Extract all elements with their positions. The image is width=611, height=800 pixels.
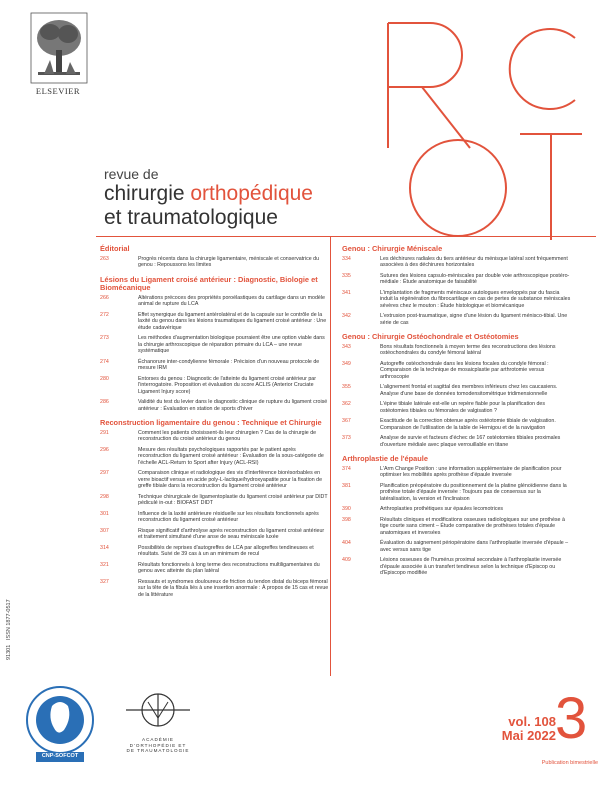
- header-divider: [96, 236, 596, 237]
- entry-title: Bons résultats fonctionnels à moyen terme des reconstructions des lésions ostéochondrales du condyle fémoral latéral: [380, 343, 556, 357]
- toc-entry[interactable]: [100, 528, 330, 541]
- entry-page-number: 280: [100, 375, 109, 382]
- entry-title: Échanorure inter-condylienne fémorale : Précision d'un nouveau protocole de mesure IRM: [138, 358, 320, 372]
- toc-entry[interactable]: [100, 359, 330, 372]
- entry-title: Effet synergique du ligament antérolatéral et de la capsule sur le contrôle de la laxité du genou dans les lésions traumatiques du ligament croisé antérieur : Une étude cadavérique: [138, 311, 327, 331]
- publication-frequency: Publication bimestrielle: [541, 760, 598, 766]
- entry-page-number: 367: [342, 418, 351, 425]
- toc-entry[interactable]: [342, 361, 572, 381]
- entry-title: Les déchirures radiales du tiers antérieur du ménisque latéral sont fréquemment associées à des déchirures horizontales: [380, 255, 568, 269]
- entry-page-number: 362: [342, 401, 351, 408]
- entry-page-number: 296: [100, 446, 109, 453]
- entry-title: L'épine tibiale latérale est-elle un repère fiable pour la planification des ostéotomies tibiales ou fémorales de valgisation ?: [380, 401, 546, 414]
- entry-page-number: 298: [100, 493, 109, 500]
- sofcot-label: CNP-SOFCOT: [41, 753, 79, 759]
- column-divider: [330, 236, 331, 676]
- entry-page-number: 286: [100, 399, 109, 406]
- toc-entry[interactable]: [100, 511, 330, 524]
- entry-title: Comparaison clinique et radiologique des vis d'interférence biorésorbables en verre bioactif versus en acide poly-L-lactique/hydroxyapatite pour la fixation de greffe tibiale dans la reconstruction du ligament croisé antérieur: [138, 470, 323, 490]
- section-spacer: [100, 602, 330, 605]
- entry-title: Ressauts et syndromes douloureux de friction du tendon distal du biceps fémoral sur la tête de la fibula liés à une insertion anormale : À propos de 15 cas et revue de la littérature: [138, 578, 329, 598]
- entry-title: Entorses du genou : Diagnostic de l'atteinte du ligament croisé antérieur par l'interrogatoire. Proposition et évaluation du score ACLIS (Anterior Cruciate Ligament Injury score): [138, 375, 316, 395]
- toc-right-column: [342, 245, 572, 584]
- sofcot-logo: [22, 684, 98, 764]
- entry-page-number: 307: [100, 527, 109, 534]
- entry-title: L'extrusion post-traumatique, signe d'une lésion du ligament ménisco-tibial. Une série de cas: [380, 313, 568, 326]
- toc-entry[interactable]: [100, 545, 330, 558]
- toc-entry[interactable]: [342, 273, 572, 286]
- entry-title: Résultats fonctionnels à long terme des reconstructions multiligamentaires du genou avec atteinte du plan latéral: [138, 561, 320, 575]
- entry-page-number: 291: [100, 429, 109, 436]
- toc-entry[interactable]: [100, 399, 330, 412]
- entry-title: Exactitude de la correction obtenue après ostéotomie tibiale de valgisation. Comparaison de l'utilisation de la table de Hernigou et de la navigation: [380, 418, 556, 431]
- section-title: Arthroplastie de l'épaule: [342, 454, 428, 464]
- section-title: Éditorial: [100, 244, 130, 253]
- elsevier-tree-logo: [30, 12, 88, 84]
- entry-title: Validité du test du levier dans le diagnostic clinique de rupture du ligament croisé antérieur : Évaluation en station de sports d'hiver: [138, 399, 328, 412]
- toc-entry[interactable]: [100, 579, 330, 599]
- toc-entry[interactable]: [342, 540, 572, 553]
- entry-page-number: 301: [100, 510, 109, 517]
- barcode-number: 91301: [6, 644, 12, 660]
- entry-page-number: 349: [342, 360, 351, 367]
- toc-entry[interactable]: [100, 470, 330, 490]
- entry-title: Mesure des résultats psychologiques rapportés par le patient après reconstruction du ligament croisé antérieur : Évaluation de la sous-catégorie de l'échelle ACL-Return to Sport after Injury (ACL-RSI): [138, 446, 324, 466]
- journal-title-line3: et traumatologique: [104, 206, 278, 229]
- entry-page-number: 355: [342, 384, 351, 391]
- entry-page-number: 373: [342, 435, 351, 442]
- entry-title: L'Arm Change Position : une information supplémentaire de planification pour optimiser les mobilités après prothèse d'épaule inversée: [380, 465, 562, 479]
- issn-label: ISSN 1877-0517: [6, 599, 12, 640]
- toc-entry[interactable]: [342, 506, 572, 513]
- academie-line-1: ACADÉMIE: [142, 737, 174, 742]
- issue-number: 3: [555, 686, 588, 751]
- toc-entry[interactable]: [342, 435, 572, 448]
- entry-title: Analyse de survie et facteurs d'échec de 167 ostéotomies tibiales proximales d'ouverture médiale avec plaque verrouillable en titane: [380, 435, 561, 448]
- toc-entry[interactable]: [100, 447, 330, 467]
- toc-entry[interactable]: [100, 562, 330, 575]
- journal-title-line2: chirurgie orthopédique: [104, 182, 313, 205]
- toc-entry[interactable]: [342, 418, 572, 431]
- toc-entry[interactable]: [100, 312, 330, 332]
- toc-entry[interactable]: [342, 557, 572, 577]
- entry-title: Technique chirurgicale de ligamentoplastie du ligament croisé antérieur par DIDT pédiculé in-out : BIOFAST DIDT: [138, 493, 328, 507]
- section-spacer: [342, 581, 572, 584]
- entry-title: Évaluation du saignement périopératoire dans l'arthroplastie inversée d'épaule – avec versus sans tige: [380, 540, 569, 553]
- entry-page-number: 381: [342, 482, 351, 489]
- section-title: Reconstruction ligamentaire du genou : Technique et Chirurgie: [100, 418, 322, 428]
- toc-entry[interactable]: [100, 494, 330, 507]
- entry-page-number: 343: [342, 343, 351, 350]
- entry-title: Progrès récents dans la chirurgie ligamentaire, méniscale et conservatrice du genou : Repoussons les limites: [138, 255, 320, 269]
- entry-page-number: 314: [100, 544, 109, 551]
- entry-page-number: 272: [100, 311, 109, 318]
- entry-title: Risque significatif d'arthrolyse après reconstruction du ligament croisé antérieur et traitement simultané d'une anse de seau méniscale luxée: [138, 527, 325, 541]
- toc-entry[interactable]: [342, 344, 572, 357]
- entry-title: Comment les patients choisissent-ils leur chirurgien ? Cas de la chirurgie de reconstruction du croisé antérieur du genou: [138, 429, 317, 443]
- rcot-journal-logo: [360, 8, 595, 248]
- toc-entry[interactable]: [342, 313, 572, 326]
- entry-title: L'alignement frontal et sagittal des membres inférieurs chez les caucasiens. Analyse d'une base de données tomodensitométrique tridimensionnelle: [380, 384, 558, 397]
- entry-page-number: 404: [342, 540, 351, 547]
- section-title: Lésions du Ligament croisé antérieur : Diagnostic, Biologie et Biomécanique: [100, 274, 318, 293]
- entry-page-number: 327: [100, 578, 109, 585]
- entry-title: Possibilités de reprises d'autogreffes de LCA par allogreffes tendineuses et résultats. Suivi de 39 cas à un an minimum de recul: [138, 544, 314, 558]
- section-title: Genou : Chirurgie Ostéochondrale et Ostéotomies: [342, 332, 519, 342]
- volume-number: vol. 108: [508, 714, 556, 729]
- entry-title: Autogreffe ostéochondrale dans les lésions focales du condyle fémoral : Comparaison de la technique de mosaicplastie par arthrotomie versus arthroscopie: [380, 360, 549, 380]
- entry-title: Résultats cliniques et modifications osseuses radiologiques sur une prothèse à tige courte sans ciment – Étude comparative de prothèses totales d'épaule anatomiques et inversées: [380, 516, 565, 536]
- toc-entry[interactable]: [100, 430, 330, 443]
- section-title: Genou : Chirurgie Méniscale: [342, 244, 443, 253]
- academie-emblem-icon: [118, 688, 198, 732]
- entry-page-number: 266: [100, 294, 109, 301]
- toc-entry[interactable]: [342, 384, 572, 397]
- academie-line-3: DE TRAUMATOLOGIE: [126, 748, 190, 754]
- entry-page-number: 334: [342, 255, 351, 262]
- entry-title: Lésions osseuses de l'humérus proximal secondaire à l'arthroplastie inversée d'épaule associée à un transfert tendineux selon la technique d'Episcop ou d'Episcopo modifiée: [380, 557, 562, 577]
- volume-info: [486, 715, 556, 743]
- entry-title: Altérations précoces des propriétés poroélastiques du cartilage dans un modèle animal de rupture du LCA: [138, 294, 325, 308]
- entry-page-number: 341: [342, 289, 351, 296]
- entry-page-number: 409: [342, 557, 351, 564]
- academie-line-2: D'ORTHOPÉDIE ET: [129, 742, 187, 748]
- entry-title: Sutures des lésions capsulo-méniscales par double voie arthroscopique postéro-médiale : Étude anatomique de faisabilité: [380, 272, 570, 286]
- entry-title: Les méthodes d'augmentation biologique pourraient être une option viable dans la chirurgie arthroscopique de réparation primaire du LCA – une revue systématique: [138, 335, 325, 355]
- issue-date: Mai 2022: [501, 728, 556, 743]
- toc-entry[interactable]: [100, 295, 330, 308]
- toc-entry[interactable]: [342, 401, 572, 414]
- entry-page-number: 274: [100, 358, 109, 365]
- entry-page-number: 263: [100, 255, 109, 262]
- entry-title: Influence de la laxité antérieure résiduelle sur les résultats fonctionnels après reconstruction du ligament croisé antérieur: [138, 510, 319, 524]
- toc-entry[interactable]: [342, 466, 572, 479]
- entry-title: Planification préopératoire du positionnement de la platine glénoïdienne dans la prothèse totale d'épaule inversée : Toujours pas de consensus sur la latéralisation, la version et l'inclinaison: [380, 482, 567, 502]
- toc-left-column: [100, 245, 330, 605]
- entry-page-number: 390: [342, 506, 351, 513]
- toc-entry[interactable]: [100, 335, 330, 355]
- entry-page-number: 374: [342, 465, 351, 472]
- journal-title-line1: revue de: [104, 166, 159, 182]
- entry-page-number: 398: [342, 516, 351, 523]
- toc-entry[interactable]: [100, 376, 330, 396]
- toc-entry[interactable]: [342, 290, 572, 310]
- toc-entry[interactable]: [100, 256, 330, 269]
- toc-entry[interactable]: [342, 256, 572, 269]
- entry-page-number: 273: [100, 335, 109, 342]
- publisher-name: ELSEVIER: [35, 86, 81, 96]
- entry-page-number: 321: [100, 561, 109, 568]
- entry-title: L'implantation de fragments méniscaux autologues enveloppés par du fascia induit la régénération du fibrocartilage en cas de pertes de substance méniscales sévères chez le mouton : Étude histologique et biomécanique: [380, 289, 571, 309]
- entry-page-number: 342: [342, 313, 351, 320]
- entry-page-number: 335: [342, 272, 351, 279]
- toc-entry[interactable]: [342, 483, 572, 503]
- toc-entry[interactable]: [342, 517, 572, 537]
- academie-logo: [118, 688, 198, 762]
- entry-page-number: 297: [100, 470, 109, 477]
- journal-title: [104, 166, 313, 230]
- entry-title: Arthroplasties prothétiques sur épaules lecomotrices: [380, 506, 504, 513]
